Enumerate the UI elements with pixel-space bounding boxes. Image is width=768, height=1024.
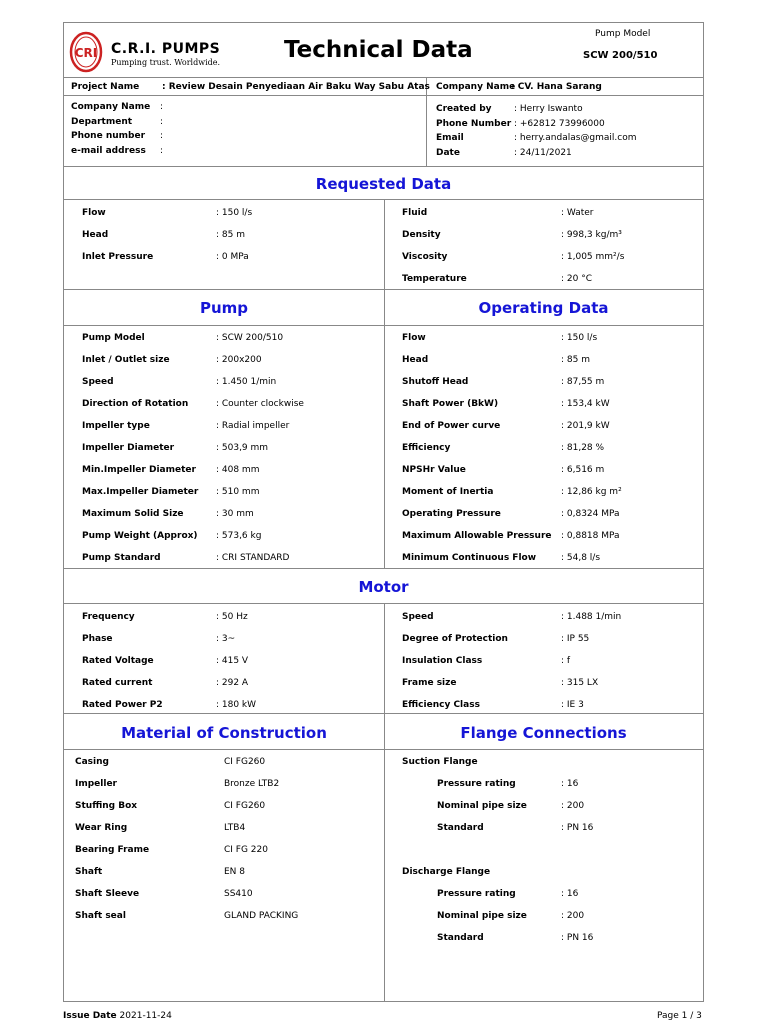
pump-field-label: Impeller Diameter	[82, 443, 175, 453]
operating-field-value: : 6,516 m	[561, 465, 605, 475]
motor-field-label: Efficiency Class	[402, 700, 480, 710]
client-field-value: :	[160, 116, 164, 127]
operating-field-value: : 87,55 m	[561, 377, 605, 387]
requested-field-value: : 1,005 mm²/s	[561, 252, 625, 262]
requested-field-label: Viscosity	[402, 252, 448, 262]
motor-field-label: Phase	[82, 634, 113, 644]
material-field-value: EN 8	[224, 867, 246, 877]
pump-field-label: Inlet / Outlet size	[82, 355, 170, 365]
motor-field-label: Speed	[402, 612, 434, 622]
pump-field-label: Pump Weight (Approx)	[82, 531, 198, 541]
requested-field-label: Inlet Pressure	[82, 252, 154, 262]
operating-field-value: : 81,28 %	[561, 443, 605, 453]
pump-field-value: : 573,6 kg	[216, 531, 262, 541]
operating-field-label: Head	[402, 355, 429, 365]
creator-field-label: Email	[436, 133, 464, 143]
operating-field-value: : 85 m	[561, 355, 590, 365]
material-field-label: Shaft seal	[75, 911, 126, 921]
motor-field-value: : f	[561, 656, 571, 666]
material-field-value: CI FG260	[224, 757, 266, 767]
client-field-value: :	[160, 102, 164, 112]
discharge-field-label: Pressure rating	[437, 889, 516, 899]
suction-field-value: : 16	[561, 779, 579, 789]
operating-field-label: Operating Pressure	[402, 509, 501, 519]
pump-field-value: : 503,9 mm	[216, 443, 269, 453]
motor-title: Motor	[358, 578, 409, 596]
discharge-flange-label: Discharge Flange	[402, 867, 491, 877]
pump-title: Pump	[199, 299, 249, 317]
motor-field-value: : 50 Hz	[216, 612, 248, 622]
requested-field-value: : 85 m	[216, 230, 245, 240]
pump-field-value: : Counter clockwise	[216, 399, 304, 409]
brand-name: C.R.I. PUMPS	[111, 41, 221, 57]
motor-field-value: : 315 LX	[561, 678, 599, 688]
operating-field-label: Moment of Inertia	[402, 487, 494, 497]
creator-field-value: : Herry Iswanto	[514, 104, 583, 114]
creator-field-value: : herry.andalas@gmail.com	[514, 133, 637, 143]
requested-field-value: : 0 MPa	[216, 252, 249, 262]
pump-field-label: Min.Impeller Diameter	[82, 465, 196, 475]
material-field-label: Shaft Sleeve	[75, 889, 140, 899]
operating-field-value: : 201,9 kW	[561, 421, 610, 431]
operating-field-value: : 0,8818 MPa	[561, 531, 620, 541]
client-field-label: Phone number	[71, 131, 146, 141]
operating-field-value: : 0,8324 MPa	[561, 509, 620, 519]
svg-text:CRI: CRI	[74, 46, 98, 60]
client-field-value: :	[160, 145, 164, 156]
suction-field-label: Nominal pipe size	[437, 801, 527, 811]
motor-field-label: Insulation Class	[402, 656, 483, 666]
operating-field-value: : 12,86 kg m²	[561, 487, 622, 497]
requested-field-value: : 998,3 kg/m³	[561, 230, 622, 240]
pump-field-label: Max.Impeller Diameter	[82, 487, 199, 497]
issue-date-value: 2021-11-24	[119, 1011, 172, 1021]
material-field-value: GLAND PACKING	[224, 911, 299, 921]
operating-field-value: : 153,4 kW	[561, 399, 610, 409]
project-name-label: Project Name	[71, 82, 140, 92]
company-name-label: Company Name	[436, 82, 516, 92]
suction-field-label: Pressure rating	[437, 779, 516, 789]
material-field-label: Impeller	[75, 779, 117, 789]
motor-field-label: Rated Voltage	[82, 656, 154, 666]
datasheet	[63, 22, 704, 1002]
cri-logo-icon	[69, 31, 103, 73]
motor-field-label: Rated Power P2	[82, 700, 163, 710]
motor-field-label: Frame size	[402, 678, 457, 688]
material-field-value: CI FG260	[224, 801, 266, 811]
material-field-label: Wear Ring	[75, 823, 128, 833]
company-name-value: : CV. Hana Sarang	[511, 82, 602, 92]
operating-field-label: Minimum Continuous Flow	[402, 553, 537, 563]
motor-field-label: Degree of Protection	[402, 634, 508, 644]
project-name-value: : Review Desain Penyediaan Air Baku Way Sabu Atas	[162, 82, 430, 92]
material-field-label: Stuffing Box	[75, 801, 138, 811]
creator-field-label: Phone Number	[436, 118, 512, 129]
pump-field-value: : 510 mm	[216, 487, 260, 497]
requested-field-value: : 20 °C	[561, 274, 592, 284]
creator-field-value: : +62812 73996000	[514, 118, 605, 129]
motor-field-label: Frequency	[82, 612, 135, 622]
flange-title: Flange Connections	[460, 724, 627, 742]
operating-field-label: End of Power curve	[402, 421, 501, 431]
pump-field-value: : 30 mm	[216, 509, 254, 519]
requested-field-label: Head	[82, 230, 109, 240]
motor-field-value: : 180 kW	[216, 700, 257, 710]
suction-field-value: : PN 16	[561, 823, 594, 833]
pump-field-label: Maximum Solid Size	[82, 509, 184, 519]
client-field-label: Department	[71, 116, 133, 127]
motor-field-value: : 3~	[216, 634, 236, 644]
page-number: Page 1 / 3	[657, 1011, 702, 1021]
issue-date	[63, 1011, 172, 1021]
operating-field-value: : 150 l/s	[561, 333, 598, 343]
material-field-value: LTB4	[224, 823, 246, 833]
pump-field-value: : Radial impeller	[216, 421, 290, 431]
client-field-label: Company Name	[71, 102, 151, 112]
motor-field-value: : IP 55	[561, 634, 590, 644]
motor-field-value: : 1.488 1/min	[561, 612, 622, 622]
pump-field-label: Direction of Rotation	[82, 399, 189, 409]
pump-field-label: Pump Standard	[82, 553, 161, 563]
requested-field-label: Fluid	[402, 208, 428, 218]
motor-field-value: : 292 A	[216, 678, 249, 688]
creator-field-label: Created by	[436, 104, 492, 114]
requested-field-label: Temperature	[402, 274, 467, 284]
operating-field-label: NPSHr Value	[402, 465, 466, 475]
material-field-label: Bearing Frame	[75, 845, 150, 855]
material-field-label: Casing	[75, 757, 109, 767]
pump-model-value: SCW 200/510	[583, 50, 658, 61]
requested-field-value: : 150 l/s	[216, 208, 253, 218]
creator-field-label: Date	[436, 147, 460, 158]
pump-model-label: Pump Model	[595, 29, 651, 39]
page-title: Technical Data	[284, 37, 473, 63]
operating-field-label: Flow	[402, 333, 426, 343]
issue-date-label: Issue Date	[63, 1011, 117, 1021]
operating-field-label: Shutoff Head	[402, 377, 469, 387]
material-field-value: SS410	[224, 889, 253, 899]
material-field-value: CI FG 220	[224, 845, 268, 855]
operating-field-label: Efficiency	[402, 443, 451, 453]
operating-field-label: Shaft Power (BkW)	[402, 399, 499, 409]
client-field-label: e-mail address	[71, 145, 146, 156]
suction-field-label: Standard	[437, 823, 484, 833]
pump-field-value: : 200x200	[216, 355, 262, 365]
pump-field-value: : SCW 200/510	[216, 333, 284, 343]
motor-field-value: : 415 V	[216, 656, 249, 666]
operating-field-label: Maximum Allowable Pressure	[402, 531, 552, 541]
creator-field-value: : 24/11/2021	[514, 147, 572, 158]
discharge-field-value: : 200	[561, 911, 585, 921]
pump-field-value: : CRI STANDARD	[216, 553, 290, 563]
pump-field-label: Pump Model	[82, 333, 145, 343]
requested-field-label: Density	[402, 230, 441, 240]
suction-flange-label: Suction Flange	[402, 757, 478, 767]
pump-field-label: Impeller type	[82, 421, 150, 431]
suction-field-value: : 200	[561, 801, 585, 811]
motor-field-value: : IE 3	[561, 700, 584, 710]
operating-data-title: Operating Data	[478, 299, 609, 317]
material-title: Material of Construction	[121, 724, 327, 742]
requested-data-title: Requested Data	[315, 175, 452, 193]
discharge-field-label: Standard	[437, 933, 484, 943]
brand-tagline: Pumping trust. Worldwide.	[111, 58, 221, 67]
operating-field-value: : 54,8 l/s	[561, 553, 601, 563]
discharge-field-value: : 16	[561, 889, 579, 899]
client-field-value: :	[160, 131, 164, 141]
requested-field-value: : Water	[561, 208, 594, 218]
discharge-field-label: Nominal pipe size	[437, 911, 527, 921]
material-field-value: Bronze LTB2	[224, 779, 280, 789]
requested-field-label: Flow	[82, 208, 106, 218]
pump-field-value: : 408 mm	[216, 465, 260, 475]
material-field-label: Shaft	[75, 867, 103, 877]
motor-field-label: Rated current	[82, 678, 153, 688]
pump-field-value: : 1.450 1/min	[216, 377, 277, 387]
pump-field-label: Speed	[82, 377, 114, 387]
discharge-field-value: : PN 16	[561, 933, 594, 943]
